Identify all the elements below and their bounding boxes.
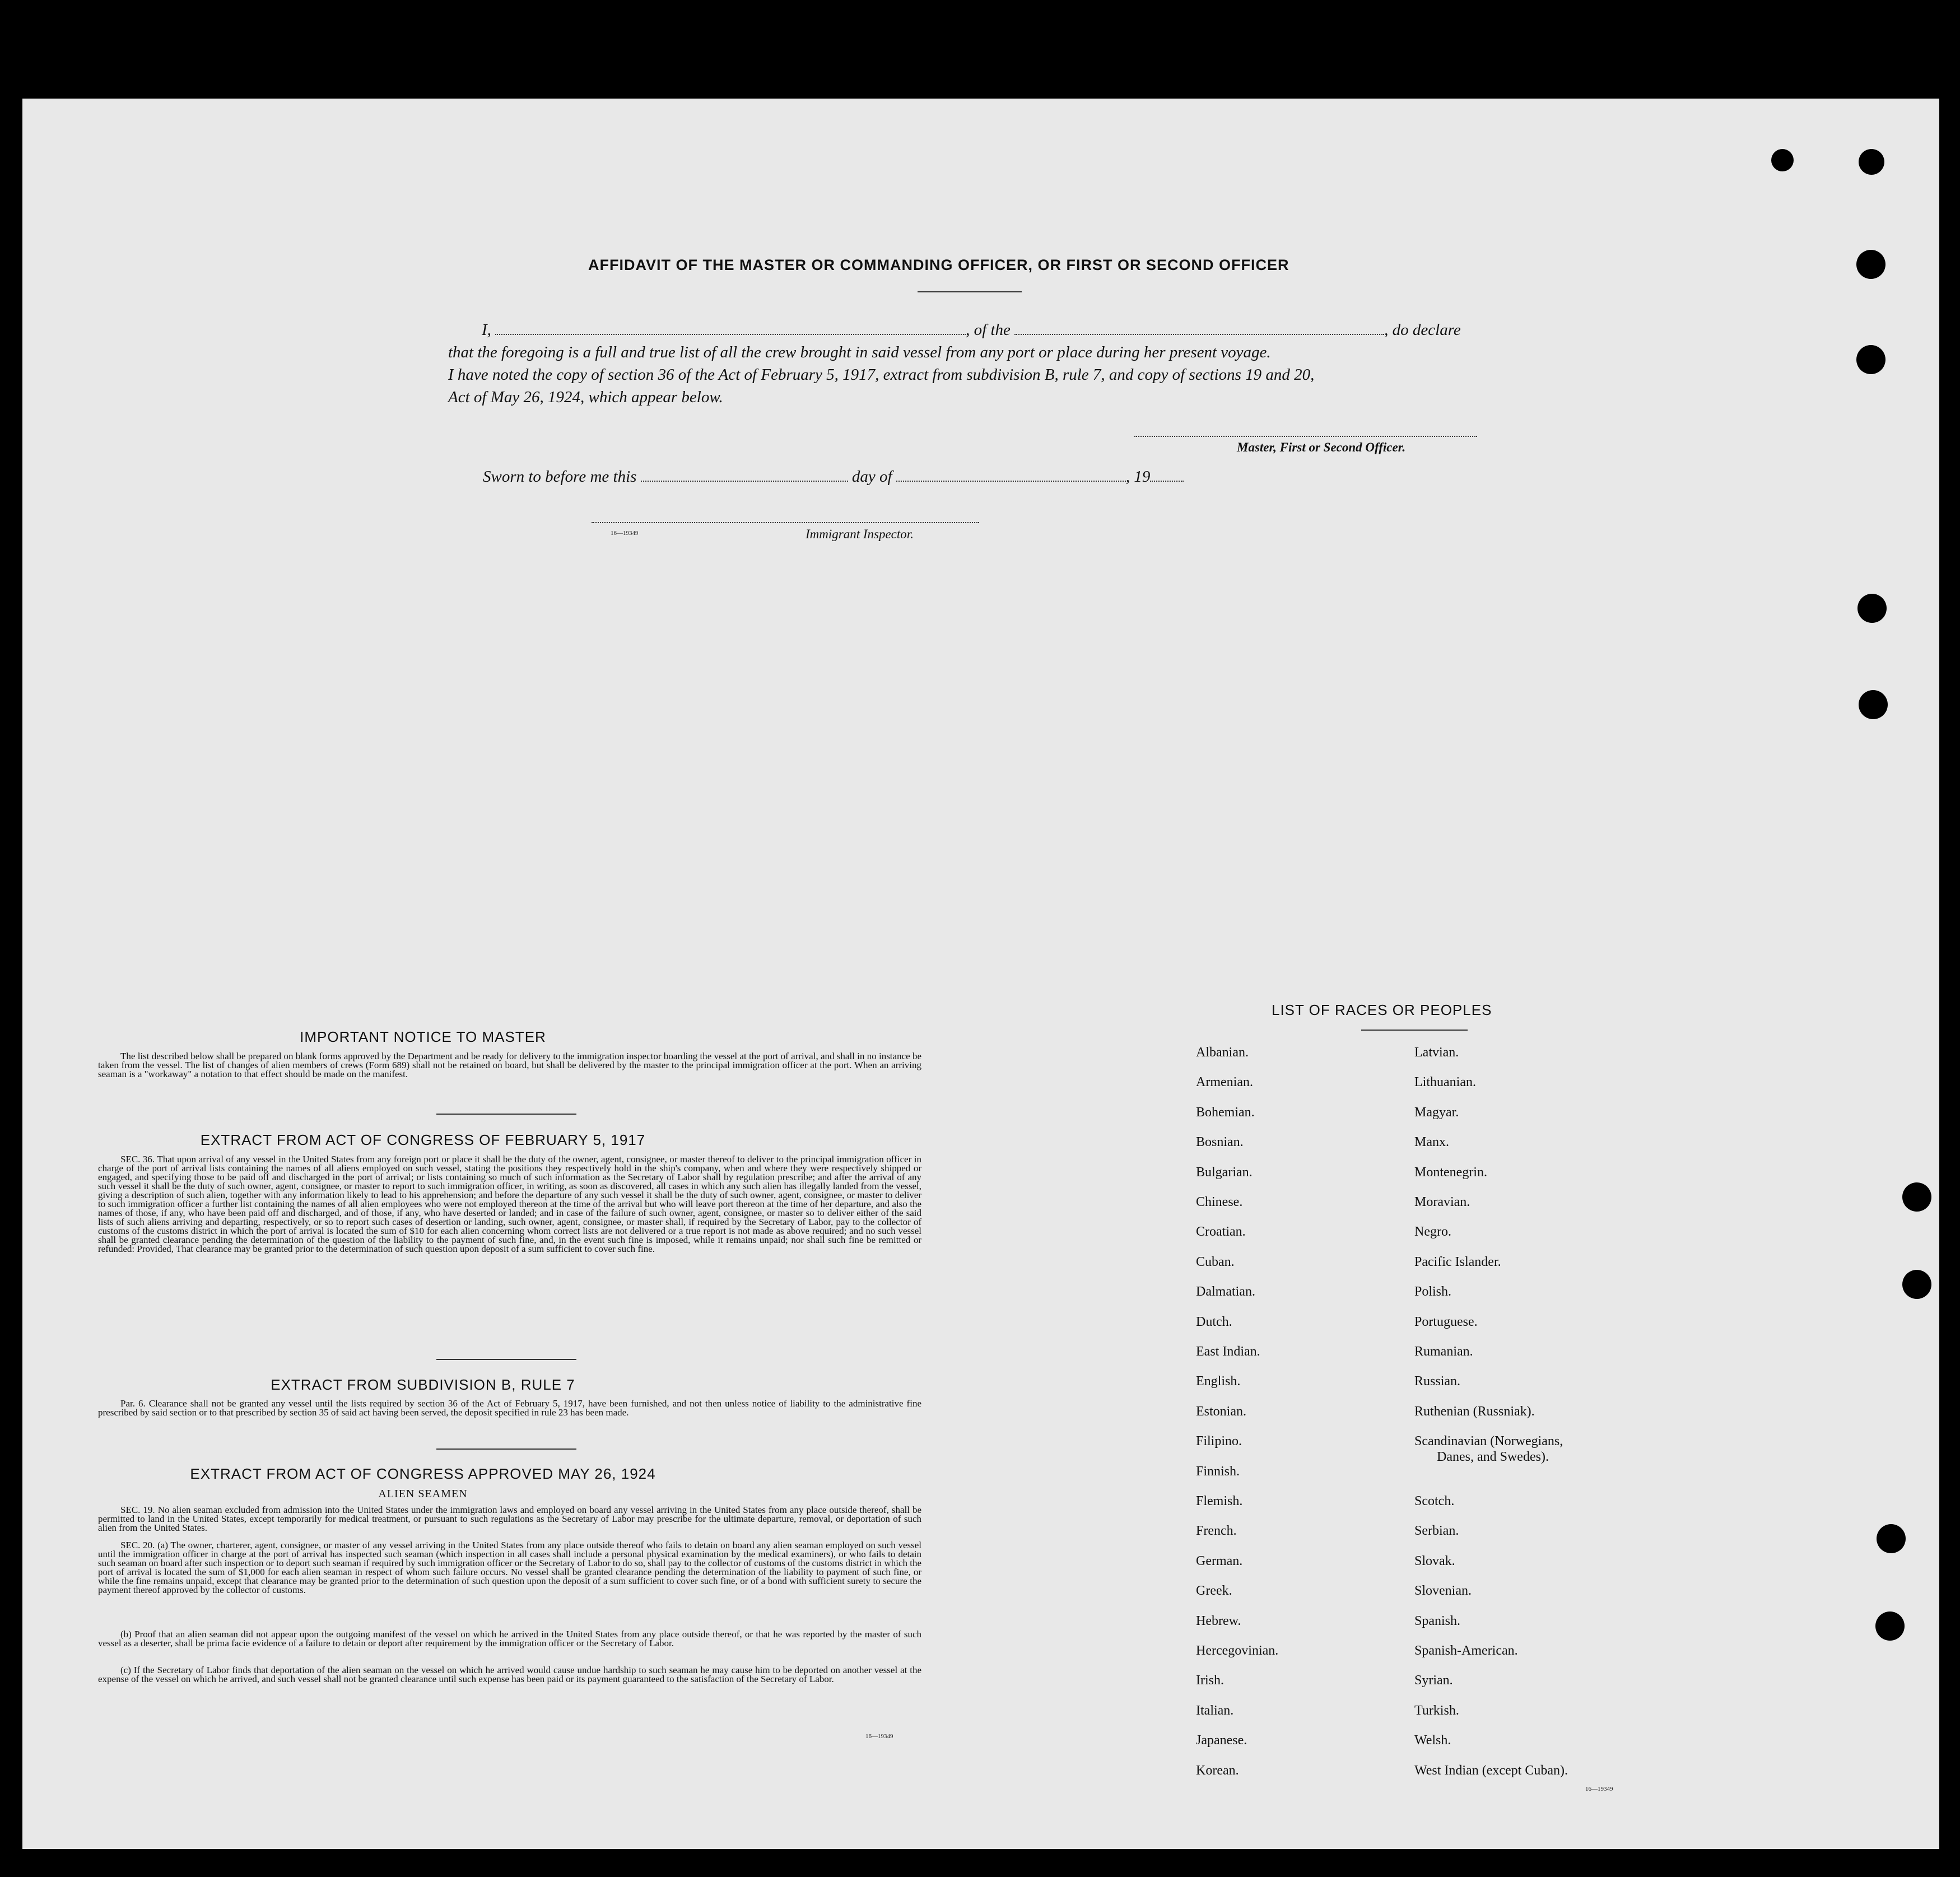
race-item: French. <box>1196 1524 1237 1539</box>
vessel-blank <box>1014 333 1384 335</box>
races-divider <box>1361 1030 1468 1031</box>
binder-hole <box>1856 345 1885 374</box>
year-blank <box>1150 480 1184 482</box>
declaration-line-2: that the foregoing is a full and true list of all the crew brought in said vessel from any port or place during her present voyage. <box>448 343 1271 361</box>
race-item: Turkish. <box>1414 1703 1459 1718</box>
sec19-text: SEC. 19. No alien seaman excluded from admission into the United States under the immigration laws and employed on board any vessel arriving in the United States from any place outside thereof, shall be permitted to land in the United States, except temporarily for medical treatment, or pursuant to such regulations as the Secretary of Labor may prescribe for the ultimate departure, removal, or deportation of such alien from the United States. <box>98 1505 921 1533</box>
race-item: English. <box>1196 1374 1241 1389</box>
month-blank <box>896 480 1126 482</box>
sec20c-text: (c) If the Secretary of Labor finds that deportation of the alien seaman on the vessel on which he arrived would cause undue hardship to such seaman he may cause him to be deported on another vessel at the expense of the vessel on which he arrived, and such vessel shall not be granted clearance until such expense has been paid or its payment guaranteed to the satisfaction of the Secretary of Labor. <box>98 1665 921 1684</box>
binder-hole <box>1902 1182 1931 1212</box>
notice-text: The list described below shall be prepared on blank forms approved by the Department and be ready for delivery to the immigration inspector boarding the vessel at the port of arrival, and shall in no instance be taken from the vessel. The list of changes of alien members of crews (Form 689) shall not be retained on board, but shall be delivered by the master to the principal immigration officer at the port. When an arriving seaman is a "workaway" a notation to that effect should be made on the manifest. <box>98 1051 921 1079</box>
race-item: Danes, and Swedes). <box>1437 1450 1549 1465</box>
race-item: Japanese. <box>1196 1733 1247 1748</box>
race-item: Polish. <box>1414 1284 1452 1300</box>
race-item: Montenegrin. <box>1414 1165 1487 1180</box>
race-item: German. <box>1196 1553 1243 1568</box>
day-blank <box>641 480 848 482</box>
race-item: Bosnian. <box>1196 1135 1244 1150</box>
race-item: Hercegovinian. <box>1196 1643 1279 1658</box>
race-item: Slovenian. <box>1414 1583 1472 1599</box>
race-item: Pacific Islander. <box>1414 1254 1501 1269</box>
race-item: Latvian. <box>1414 1045 1459 1060</box>
race-item: Portuguese. <box>1414 1314 1478 1329</box>
sworn-text: Sworn to before me this <box>483 468 637 486</box>
binder-hole <box>1877 1524 1906 1553</box>
race-item: Italian. <box>1196 1703 1234 1718</box>
race-item: Croatian. <box>1196 1224 1246 1240</box>
binder-hole <box>1875 1611 1905 1641</box>
decl-do-declare: , do declare <box>1384 321 1461 339</box>
form-number-bottom-right: 16—19349 <box>1585 1786 1613 1792</box>
race-item: Spanish-American. <box>1414 1643 1518 1658</box>
race-item: Armenian. <box>1196 1075 1253 1090</box>
races-title: LIST OF RACES OR PEOPLES <box>1272 1002 1492 1018</box>
race-item: Serbian. <box>1414 1524 1459 1539</box>
title-divider <box>918 291 1022 292</box>
binder-hole <box>1771 149 1794 171</box>
day-of-text: day of <box>851 468 892 486</box>
race-item: Albanian. <box>1196 1045 1249 1060</box>
race-item: Magyar. <box>1414 1105 1459 1120</box>
extract-1917-text: SEC. 36. That upon arrival of any vessel in the United States from any foreign port or place it shall be the duty of the owner, agent, consignee, or master thereof to deliver to the principal immigration officer in charge of the port of arrival lists containing the names of all aliens employed on such vessel, stating the positions they respectively hold in the ship's company, when and where they were respectively shipped or engaged, and specifying those to be paid off and discharged in the port of arrival; or lists containing so much of such information as the Secretary of Labor shall by regulation prescribe; and after the arrival of any such vessel it shall be the duty of such owner, agent, consignee, or master to report to such immigration officer, in writing, as soon as discovered, all cases in which any such alien has illegally landed from the vessel, giving a description of such alien, together with any information likely to lead to his apprehension; and before the departure of any such vessel it shall be the duty of such owner, agent, consignee, or master to deliver to such immigration officer a further list containing the names of all alien employees who were not employed thereon at the time of the arrival but who will leave port thereon at the time of her departure, and also the names of those, if any, who have been paid off and discharged, and of those, if any, who have deserted or landed; and in case of the failure of such owner, agent, consignee, or master so to deliver either of the said lists of such aliens arriving and departing, respectively, or so to report such cases of desertion or landing, such owner, agent, consignee, or master shall, if required by the Secretary of Labor, pay to the collector of customs of the customs district in which the port of arrival is located the sum of $10 for each alien concerning whom correct lists are not delivered or a true report is not made as above required; and no such vessel shall be granted clearance pending the determination of the question of the liability to the payment of such fine, and, in the event such fine is imposed, while it remains unpaid; nor shall such fine be remitted or refunded: Provided, That clearance may be granted prior to the determination of such question upon deposit of a sum sufficient to cover such fine. <box>98 1154 921 1254</box>
race-item: Russian. <box>1414 1374 1461 1389</box>
race-item: Flemish. <box>1196 1494 1243 1508</box>
extract-rule7-text: Par. 6. Clearance shall not be granted any vessel until the lists required by section 36 of the Act of February 5, 1917, have been furnished, and not then unless notice of liability to the administrative fine prescribed by said section or to that prescribed by section 35 of said act having been served, the deposit specified in rule 23 has been made. <box>98 1398 921 1418</box>
name-blank <box>495 333 966 335</box>
extract-rule7-divider <box>436 1448 576 1450</box>
binder-hole <box>1856 250 1885 279</box>
binder-hole <box>1859 690 1888 719</box>
race-item: Bohemian. <box>1196 1105 1255 1120</box>
decl-i: I, <box>482 321 491 339</box>
race-item: Lithuanian. <box>1414 1075 1476 1090</box>
extract-1924-title: EXTRACT FROM ACT OF CONGRESS APPROVED MAY 26, 1924 <box>190 1465 656 1482</box>
race-item: Chinese. <box>1196 1195 1243 1209</box>
extract-1917-divider <box>436 1359 576 1360</box>
race-item: Greek. <box>1196 1583 1232 1599</box>
race-item: Hebrew. <box>1196 1613 1241 1628</box>
race-item: Filipino. <box>1196 1434 1242 1449</box>
document-sheet <box>22 99 1939 1849</box>
race-item: Rumanian. <box>1414 1344 1473 1359</box>
declaration-line-4: Act of May 26, 1924, which appear below. <box>448 388 723 406</box>
race-item: Irish. <box>1196 1673 1224 1688</box>
binder-hole <box>1902 1270 1931 1299</box>
master-signature-label: Master, First or Second Officer. <box>1237 440 1406 454</box>
race-item: Bulgarian. <box>1196 1165 1253 1180</box>
race-item: Dutch. <box>1196 1314 1232 1329</box>
year-text: , 19 <box>1125 468 1151 486</box>
race-item: Moravian. <box>1414 1195 1470 1209</box>
race-item: East Indian. <box>1196 1344 1260 1359</box>
race-item: Cuban. <box>1196 1254 1235 1269</box>
sec20a-text: SEC. 20. (a) The owner, charterer, agent, consignee, or master of any vessel arriving in the United States from any place outside thereof who fails to detain on board any alien seaman employed on such vessel until the immigration officer in charge at the port of arrival has inspected such seaman (which inspection in all cases shall include a personal physical examination by the medical examiners), or who fails to detain such seaman on board after such inspection or to deport such seaman if required by such immigration officer or the Secretary of Labor to do so, shall pay to the collector of customs of the customs district in which the port of arrival is located the sum of $1,000 for each alien seaman in respect of whom such failure occurs. No vessel shall be granted clearance pending the determination of the liability to payment of such fine, or while the fine remains unpaid, except that clearance may be granted prior to the determination of such question upon the deposit of a sum sufficient to cover such fine, or of a bond with sufficient surety to secure the payment thereof approved by the collector of customs. <box>98 1540 921 1595</box>
race-item: Korean. <box>1196 1763 1239 1778</box>
notice-divider <box>436 1114 576 1115</box>
master-signature-line <box>1134 436 1477 437</box>
race-item: Spanish. <box>1414 1613 1461 1628</box>
race-item: Syrian. <box>1414 1673 1453 1688</box>
sworn-line <box>483 465 1184 488</box>
race-item: Slovak. <box>1414 1553 1455 1568</box>
race-item: Finnish. <box>1196 1464 1240 1479</box>
race-item: West Indian (except Cuban). <box>1414 1763 1568 1778</box>
form-number-top: 16—19349 <box>611 530 639 537</box>
race-item: Scandinavian (Norwegians, <box>1414 1434 1563 1449</box>
race-item: Welsh. <box>1414 1733 1451 1748</box>
declaration-line-1 <box>482 319 1461 341</box>
binder-hole <box>1857 594 1887 623</box>
form-number-bottom-left: 16—19349 <box>865 1733 893 1740</box>
race-item: Negro. <box>1414 1224 1451 1240</box>
extract-1924-subtitle: ALIEN SEAMEN <box>378 1488 468 1500</box>
race-item: Dalmatian. <box>1196 1284 1255 1300</box>
race-item: Scotch. <box>1414 1494 1455 1508</box>
sec20b-text: (b) Proof that an alien seaman did not appear upon the outgoing manifest of the vessel on which he arrived in the United States from any place outside thereof, or that he was reported by the master of such vessel as a deserter, shall be prima facie evidence of a failure to detain or deport after requirement by the immigration officer or the Secretary of Labor. <box>98 1629 921 1648</box>
race-item: Ruthenian (Russniak). <box>1414 1404 1535 1419</box>
race-item: Manx. <box>1414 1135 1449 1150</box>
decl-of-the: , of the <box>966 321 1011 339</box>
extract-rule7-title: EXTRACT FROM SUBDIVISION B, RULE 7 <box>271 1376 575 1393</box>
binder-hole <box>1859 149 1884 175</box>
declaration-line-3: I have noted the copy of section 36 of the Act of February 5, 1917, extract from subdivision B, rule 7, and copy of sections 19 and 20, <box>448 366 1315 384</box>
inspector-label: Immigrant Inspector. <box>806 527 914 541</box>
extract-1917-title: EXTRACT FROM ACT OF CONGRESS OF FEBRUARY 5, 1917 <box>200 1131 646 1148</box>
affidavit-title: AFFIDAVIT OF THE MASTER OR COMMANDING OFFICER, OR FIRST OR SECOND OFFICER <box>588 257 1289 273</box>
inspector-signature-line <box>592 522 979 523</box>
race-item: Estonian. <box>1196 1404 1246 1419</box>
notice-title: IMPORTANT NOTICE TO MASTER <box>300 1028 546 1045</box>
